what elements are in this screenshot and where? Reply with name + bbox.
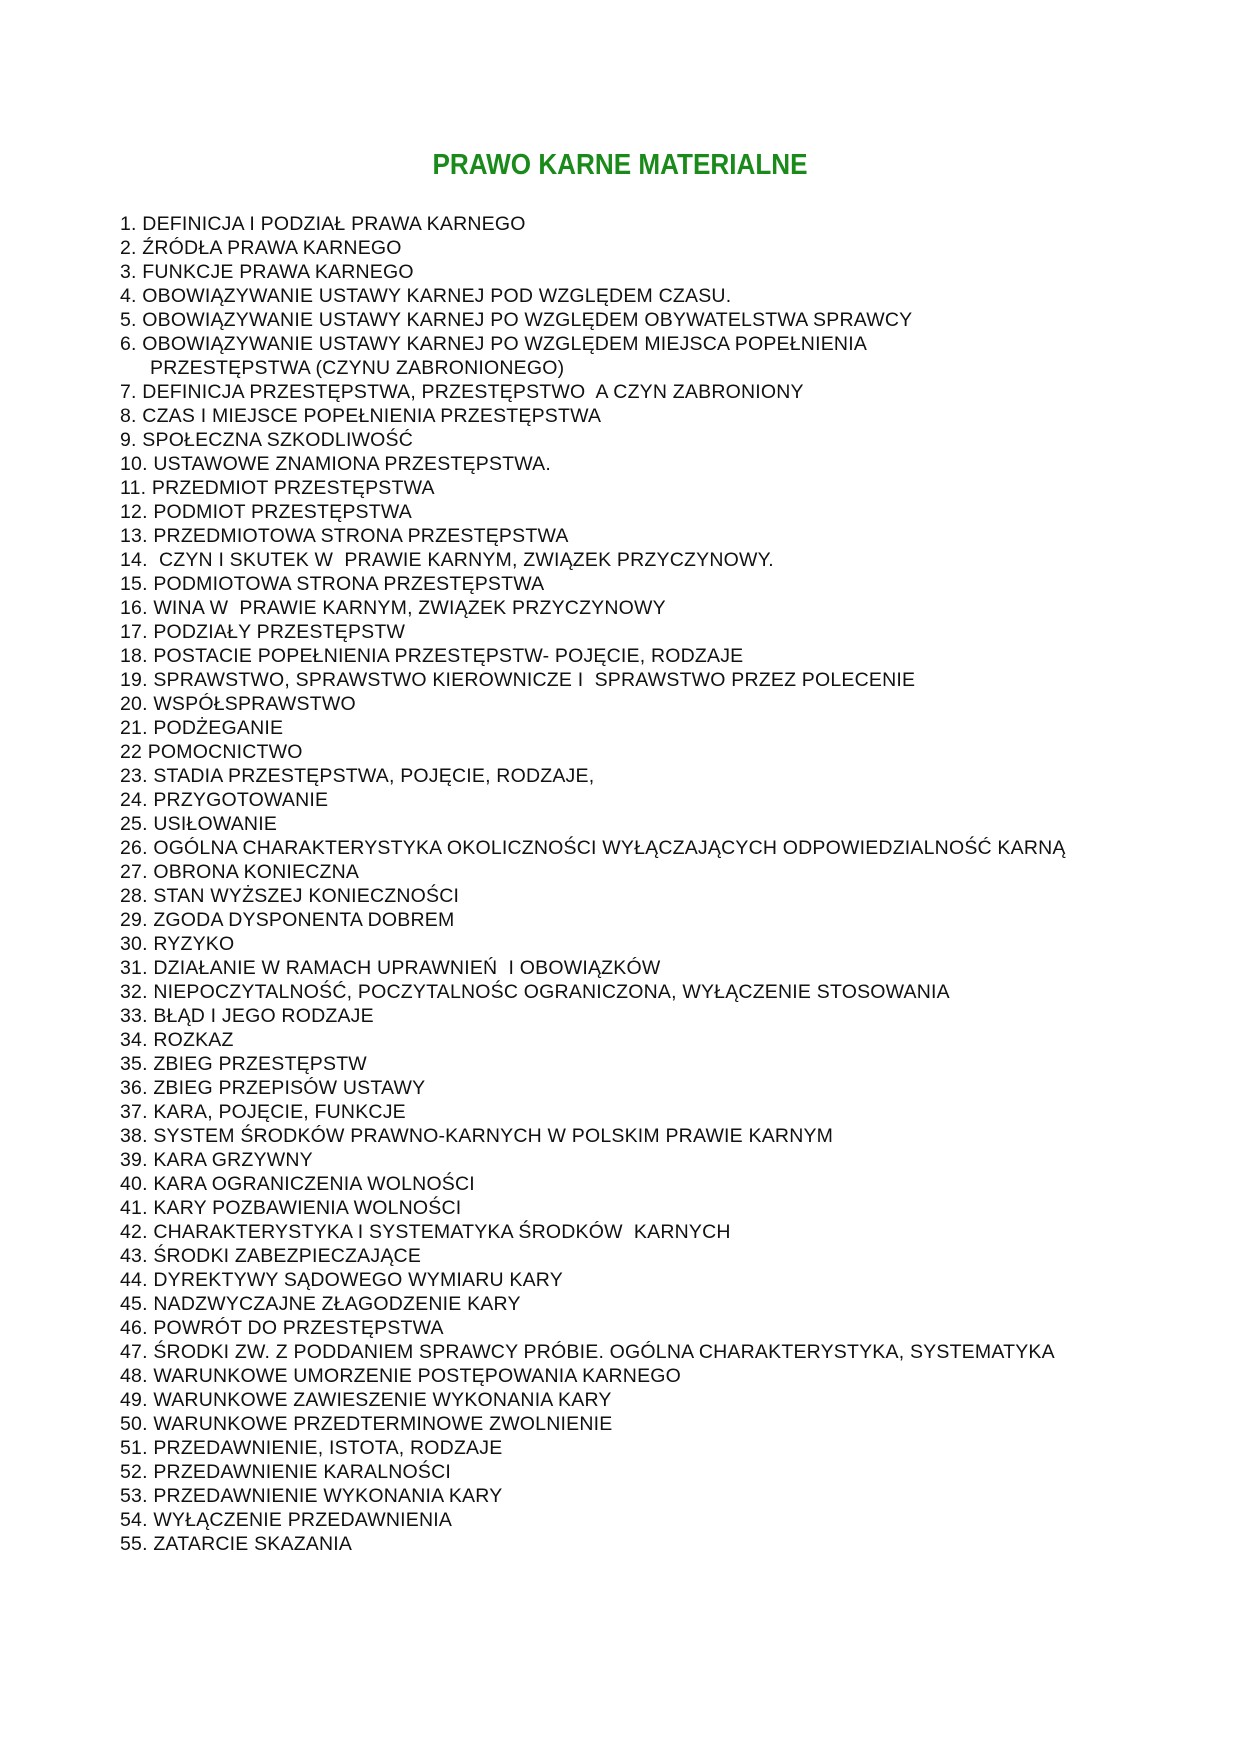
list-item: 22 POMOCNICTWO xyxy=(120,741,303,763)
list-item: 2. ŹRÓDŁA PRAWA KARNEGO xyxy=(120,237,402,259)
list-item: 49. WARUNKOWE ZAWIESZENIE WYKONANIA KARY xyxy=(120,1389,612,1411)
list-item: 8. CZAS I MIEJSCE POPEŁNIENIA PRZESTĘPSTWA xyxy=(120,405,602,427)
list-item: 35. ZBIEG PRZESTĘPSTW xyxy=(120,1053,367,1075)
list-item: 20. WSPÓŁSPRAWSTWO xyxy=(120,693,356,715)
list-item: 11. PRZEDMIOT PRZESTĘPSTWA xyxy=(120,477,435,499)
list-item: 55. ZATARCIE SKAZANIA xyxy=(120,1533,353,1555)
list-item: 5. OBOWIĄZYWANIE USTAWY KARNEJ PO WZGLĘDEM OBYWATELSTWA SPRAWCY xyxy=(120,309,913,331)
list-item: 37. KARA, POJĘCIE, FUNKCJE xyxy=(120,1101,406,1123)
list-item: 36. ZBIEG PRZEPISÓW USTAWY xyxy=(120,1077,426,1099)
list-item: 45. NADZWYCZAJNE ZŁAGODZENIE KARY xyxy=(120,1293,521,1315)
list-item: 18. POSTACIE POPEŁNIENIA PRZESTĘPSTW- POJĘCIE, RODZAJE xyxy=(120,645,744,667)
list-item: 12. PODMIOT PRZESTĘPSTWA xyxy=(120,501,412,523)
list-item: 47. ŚRODKI ZW. Z PODDANIEM SPRAWCY PRÓBIE. OGÓLNA CHARAKTERYSTYKA, SYSTEMATYKA xyxy=(120,1341,1055,1363)
list-item: 7. DEFINICJA PRZESTĘPSTWA, PRZESTĘPSTWO A CZYN ZABRONIONY xyxy=(120,381,804,403)
list-item: 23. STADIA PRZESTĘPSTWA, POJĘCIE, RODZAJE, xyxy=(120,765,595,787)
list-item: 31. DZIAŁANIE W RAMACH UPRAWNIEŃ I OBOWIĄZKÓW xyxy=(120,957,661,979)
list-item: 44. DYREKTYWY SĄDOWEGO WYMIARU KARY xyxy=(120,1269,563,1291)
list-item: 15. PODMIOTOWA STRONA PRZESTĘPSTWA xyxy=(120,573,545,595)
list-item: 28. STAN WYŻSZEJ KONIECZNOŚCI xyxy=(120,885,460,907)
list-item: 9. SPOŁECZNA SZKODLIWOŚĆ xyxy=(120,429,414,451)
list-item: 41. KARY POZBAWIENIA WOLNOŚCI xyxy=(120,1197,462,1219)
list-item: 1. DEFINICJA I PODZIAŁ PRAWA KARNEGO xyxy=(120,213,526,235)
list-item: 30. RYZYKO xyxy=(120,933,235,955)
list-item: 14. CZYN I SKUTEK W PRAWIE KARNYM, ZWIĄZEK PRZYCZYNOWY. xyxy=(120,549,774,571)
list-item: 21. PODŻEGANIE xyxy=(120,717,284,739)
topic-list xyxy=(120,212,1200,1556)
list-item: 27. OBRONA KONIECZNA xyxy=(120,861,360,883)
list-item: 34. ROZKAZ xyxy=(120,1029,234,1051)
list-item: 19. SPRAWSTWO, SPRAWSTWO KIEROWNICZE I SPRAWSTWO PRZEZ POLECENIE xyxy=(120,669,916,691)
list-item: 50. WARUNKOWE PRZEDTERMINOWE ZWOLNIENIE xyxy=(120,1413,613,1435)
list-item: 48. WARUNKOWE UMORZENIE POSTĘPOWANIA KARNEGO xyxy=(120,1365,682,1387)
list-item: 10. USTAWOWE ZNAMIONA PRZESTĘPSTWA. xyxy=(120,453,551,475)
list-item: 39. KARA GRZYWNY xyxy=(120,1149,313,1171)
list-item: 26. OGÓLNA CHARAKTERYSTYKA OKOLICZNOŚCI WYŁĄCZAJĄCYCH ODPOWIEDZIALNOŚĆ KARNĄ xyxy=(120,837,1066,859)
list-item: 3. FUNKCJE PRAWA KARNEGO xyxy=(120,261,414,283)
list-item: 52. PRZEDAWNIENIE KARALNOŚCI xyxy=(120,1461,452,1483)
list-item: 25. USIŁOWANIE xyxy=(120,813,278,835)
list-item: 33. BŁĄD I JEGO RODZAJE xyxy=(120,1005,374,1027)
list-item: 54. WYŁĄCZENIE PRZEDAWNIENIA xyxy=(120,1509,453,1531)
list-item: 38. SYSTEM ŚRODKÓW PRAWNO-KARNYCH W POLSKIM PRAWIE KARNYM xyxy=(120,1125,834,1147)
list-item: 43. ŚRODKI ZABEZPIECZAJĄCE xyxy=(120,1245,422,1267)
list-item: 16. WINA W PRAWIE KARNYM, ZWIĄZEK PRZYCZYNOWY xyxy=(120,597,666,619)
list-item: 13. PRZEDMIOTOWA STRONA PRZESTĘPSTWA xyxy=(120,525,569,547)
list-item: 53. PRZEDAWNIENIE WYKONANIA KARY xyxy=(120,1485,503,1507)
list-item: 6. OBOWIĄZYWANIE USTAWY KARNEJ PO WZGLĘDEM MIEJSCA POPEŁNIENIA xyxy=(120,333,868,355)
list-item: 40. KARA OGRANICZENIA WOLNOŚCI xyxy=(120,1173,475,1195)
list-item: 4. OBOWIĄZYWANIE USTAWY KARNEJ POD WZGLĘDEM CZASU. xyxy=(120,285,732,307)
list-item: 46. POWRÓT DO PRZESTĘPSTWA xyxy=(120,1317,444,1339)
list-item: 51. PRZEDAWNIENIE, ISTOTA, RODZAJE xyxy=(120,1437,503,1459)
list-item: 29. ZGODA DYSPONENTA DOBREM xyxy=(120,909,455,931)
list-item: 42. CHARAKTERYSTYKA I SYSTEMATYKA ŚRODKÓW KARNYCH xyxy=(120,1221,731,1243)
list-item: 17. PODZIAŁY PRZESTĘPSTW xyxy=(120,621,406,643)
list-item-continuation: PRZESTĘPSTWA (CZYNU ZABRONIONEGO) xyxy=(150,357,565,379)
document-title: PRAWO KARNE MATERIALNE xyxy=(432,149,808,181)
list-item: 24. PRZYGOTOWANIE xyxy=(120,789,329,811)
list-item: 32. NIEPOCZYTALNOŚĆ, POCZYTALNOŚC OGRANICZONA, WYŁĄCZENIE STOSOWANIA xyxy=(120,981,950,1003)
